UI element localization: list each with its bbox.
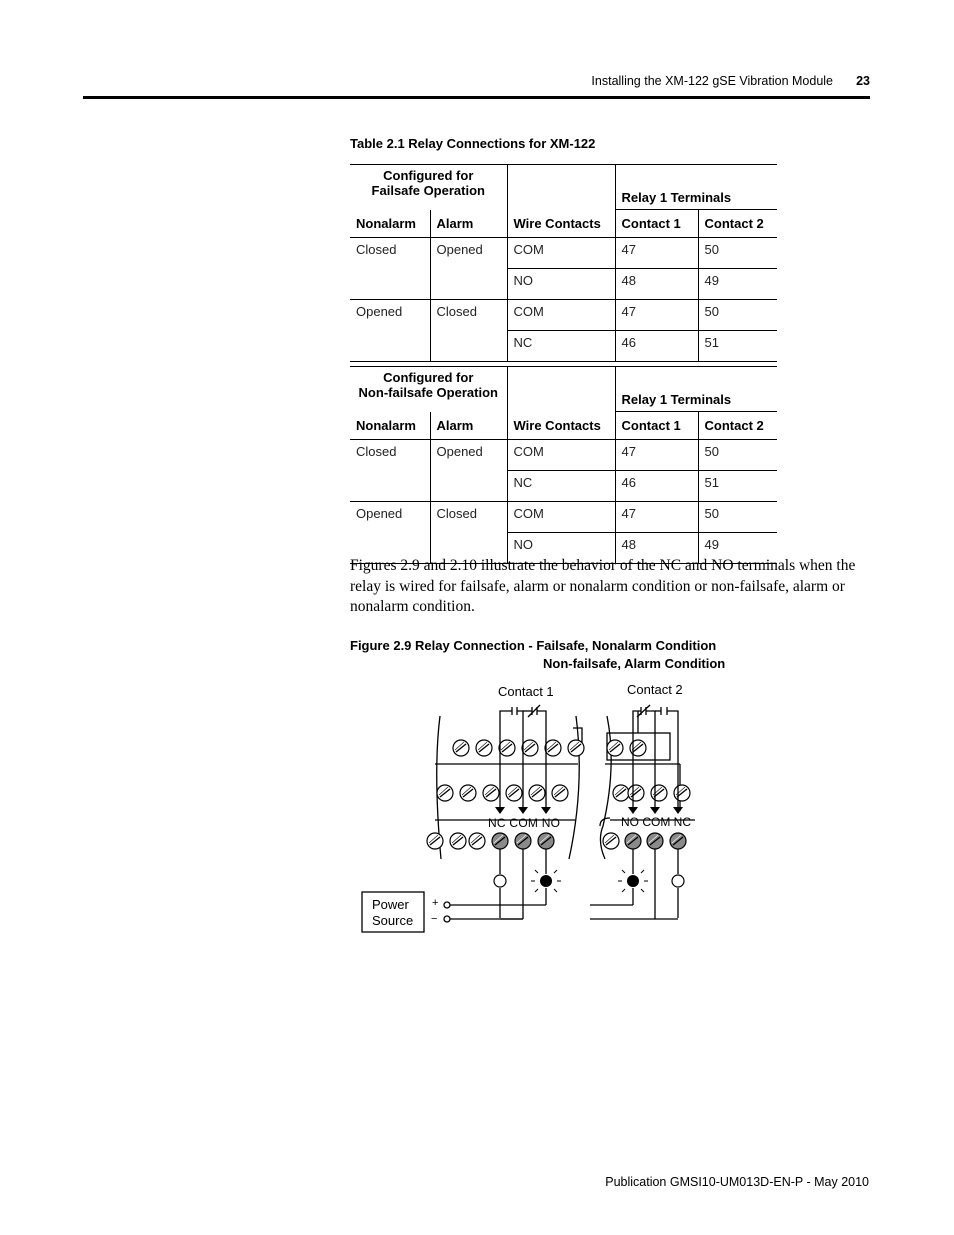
group-heading-line2: Non-failsafe Operation [358,385,498,400]
group-heading [350,367,507,412]
col-wire-contacts: Wire Contacts [507,412,615,440]
body-paragraph: Figures 2.9 and 2.10 illustrate the behavior of the NC and NO terminals when the relay is wired for failsafe, alarm or nonalarm condition or non-failsafe, alarm or nonalarm condition. [350,557,856,615]
col-contact-2: Contact 2 [698,210,777,238]
cell-wire: COM [507,300,615,331]
plus-label: + [432,897,439,909]
cell-contact-1: 46 [615,471,698,502]
relay-terminals-heading: Relay 1 Terminals [615,165,777,210]
cell-wire: COM [507,502,615,533]
cell-wire: NC [507,331,615,362]
blank-heading [507,165,615,210]
left-block-right-edge [569,716,579,859]
left-terminal-screws-row-1 [453,740,584,756]
cell-wire: NC [507,471,615,502]
cell-contact-2: 49 [698,533,777,564]
lamp-off-right [672,875,684,887]
table-row [350,502,777,533]
footer-publication: Publication GMSI10-UM013D-EN-P - May 2010 [605,1175,869,1189]
power-source-label-line1: Power [372,897,409,912]
header-rule [83,96,870,99]
right-block-bottom [600,818,610,826]
cell-contact-1: 46 [615,331,698,362]
relay-table-failsafe [350,164,777,362]
cell-contact-1: 48 [615,269,698,300]
group-heading [350,165,507,210]
cell-contact-1: 48 [615,533,698,564]
cell-wire: NO [507,269,615,300]
cell-alarm: Opened [430,440,507,502]
cell-alarm: Closed [430,300,507,362]
cell-wire: COM [507,238,615,269]
col-contact-1: Contact 1 [615,210,698,238]
left-terminal-screws-row-2 [437,785,568,801]
col-contact-1: Contact 1 [615,412,698,440]
page-number: 23 [856,74,870,88]
right-terminal-screws-row-3 [603,833,686,849]
figure-caption-continued: Non-failsafe, Alarm Condition [543,656,726,671]
cell-contact-2: 51 [698,471,777,502]
table-row [350,440,777,471]
cell-contact-1: 47 [615,502,698,533]
contact-1-label: Contact 1 [498,684,554,699]
col-wire-contacts: Wire Contacts [507,210,615,238]
minus-label: − [431,913,438,925]
blank-heading [507,367,615,412]
cell-contact-1: 47 [615,300,698,331]
relay-wiring-diagram [355,676,715,941]
cell-alarm: Opened [430,238,507,300]
cell-wire: NO [507,533,615,564]
group-heading-line1: Configured for [383,370,474,385]
left-terminal-labels: NC COM NO [488,816,560,830]
relay-terminals-heading: Relay 1 Terminals [615,367,777,412]
col-alarm: Alarm [430,210,507,238]
header-title: Installing the XM-122 gSE Vibration Module [591,74,833,88]
col-alarm: Alarm [430,412,507,440]
cell-contact-2: 50 [698,440,777,471]
cell-wire: COM [507,440,615,471]
table-row [350,300,777,331]
right-terminal-labels: NO COM NC [621,815,691,829]
col-contact-2: Contact 2 [698,412,777,440]
table-row [350,238,777,269]
figure-caption: Figure 2.9 Relay Connection - Failsafe, Nonalarm Condition [350,638,717,653]
cell-contact-2: 50 [698,300,777,331]
right-terminal-screws-row-1 [607,740,646,756]
cell-contact-2: 49 [698,269,777,300]
cell-contact-2: 50 [698,238,777,269]
left-terminal-arrows [495,807,551,814]
col-nonalarm: Nonalarm [356,215,416,231]
table-caption: Table 2.1 Relay Connections for XM-122 [350,136,596,151]
cell-nonalarm: Closed [350,238,430,300]
left-terminal-screws-row-3 [427,833,554,849]
cell-alarm: Closed [430,502,507,564]
power-source-label-line2: Source [372,913,414,928]
col-nonalarm: Nonalarm [356,417,416,433]
cell-contact-2: 51 [698,331,777,362]
right-terminal-arrows [628,807,683,814]
running-header [500,74,870,94]
group-heading-line1: Configured for [383,168,474,183]
group-heading-line2: Failsafe Operation [371,183,485,198]
cell-nonalarm: Opened [350,300,430,362]
cell-contact-1: 47 [615,440,698,471]
relay-table-nonfailsafe [350,366,777,564]
cell-contact-2: 50 [698,502,777,533]
contact-2-label: Contact 2 [627,682,683,697]
lamp-off-left [494,875,506,887]
cell-nonalarm: Closed [350,440,430,502]
cell-contact-1: 47 [615,238,698,269]
cell-nonalarm: Opened [350,502,430,564]
